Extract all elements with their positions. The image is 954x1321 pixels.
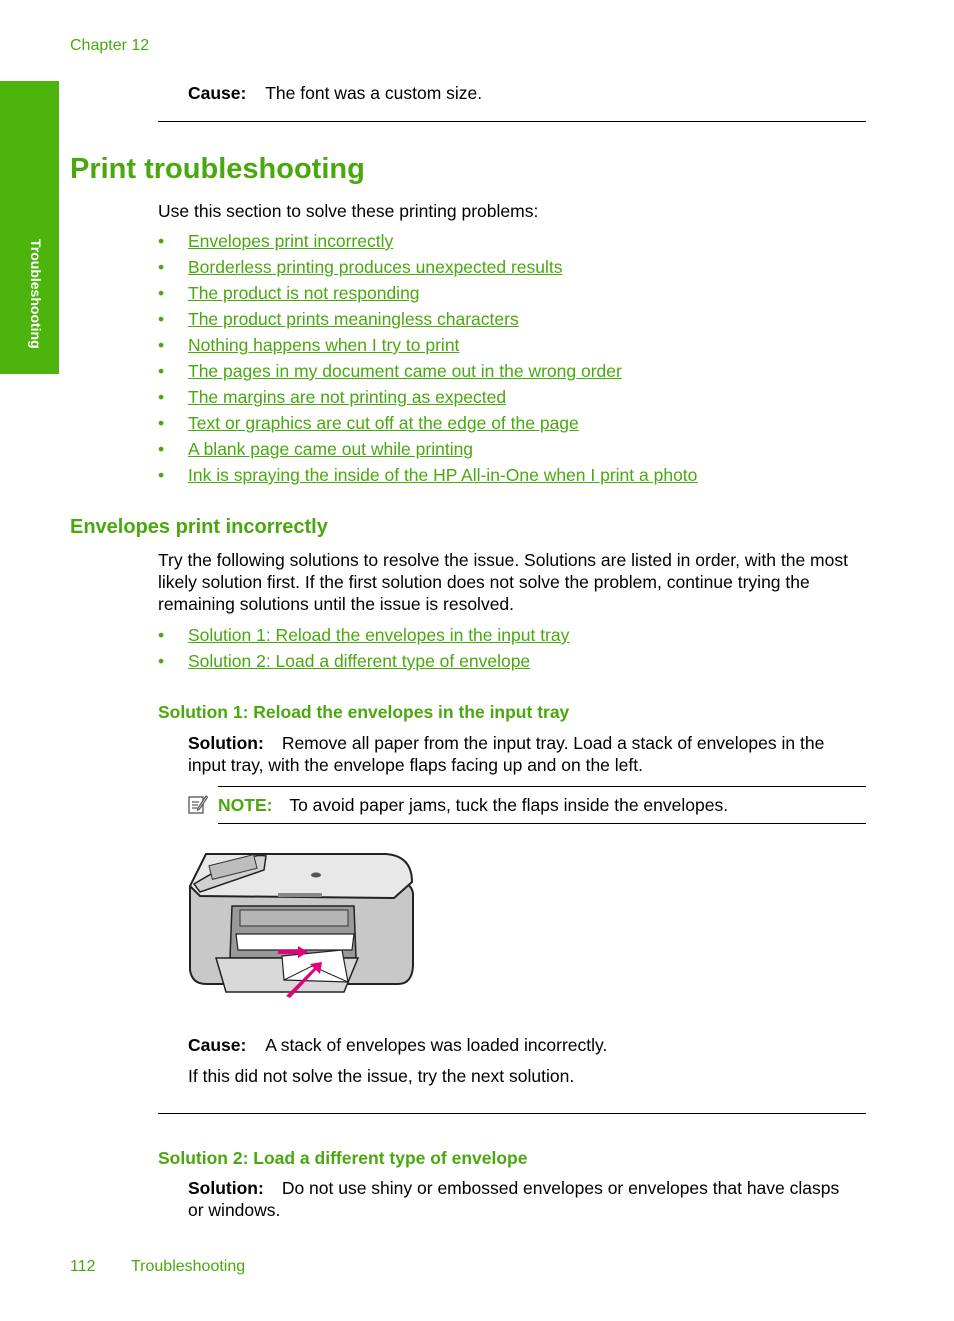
solution-link[interactable]: Solution 2: Load a different type of envelope — [188, 651, 531, 671]
problem-link[interactable]: The pages in my document came out in the wrong order — [188, 361, 622, 381]
envelopes-heading: Envelopes print incorrectly — [70, 516, 328, 538]
section-side-tab — [0, 81, 59, 374]
solution2-heading: Solution 2: Load a different type of envelope — [158, 1148, 528, 1168]
envelopes-intro — [158, 549, 878, 615]
problem-link[interactable]: The product is not responding — [188, 283, 420, 303]
side-tab-label: Troubleshooting — [28, 239, 44, 349]
problem-link[interactable]: Envelopes print incorrectly — [188, 231, 394, 251]
solution-line: Do not use shiny or embossed envelopes or envelopes that have clasps — [281, 1178, 840, 1198]
note-icon — [188, 794, 208, 814]
solution-label: Solution: — [188, 733, 264, 753]
divider — [158, 1113, 866, 1114]
solution-line: input tray, with the envelope flaps facing up and on the left. — [188, 755, 643, 775]
page-title: Print troubleshooting — [70, 153, 365, 185]
solution1-cause — [188, 1034, 607, 1056]
top-cause — [188, 82, 482, 104]
note — [218, 794, 728, 816]
problem-link[interactable]: A blank page came out while printing — [188, 439, 474, 459]
divider — [158, 121, 866, 122]
note-text: To avoid paper jams, tuck the flaps inside the envelopes. — [289, 795, 729, 815]
page-number: 112 — [70, 1258, 96, 1275]
solution-line: or windows. — [188, 1200, 281, 1220]
cause-text: The font was a custom size. — [265, 83, 483, 103]
intro-line: remaining solutions until the issue is resolved. — [158, 594, 515, 614]
followup-text: If this did not solve the issue, try the next solution. — [188, 1066, 575, 1086]
cause-label: Cause: — [188, 83, 247, 103]
intro-line: likely solution first. If the first solution does not solve the problem, continue trying the — [158, 572, 810, 592]
problem-link[interactable]: Ink is spraying the inside of the HP All-in-One when I print a photo — [188, 465, 698, 485]
footer-section: Troubleshooting — [131, 1258, 246, 1275]
solution-link[interactable]: Solution 1: Reload the envelopes in the input tray — [188, 625, 570, 645]
problem-link[interactable]: Borderless printing produces unexpected results — [188, 257, 563, 277]
solution1-text — [188, 732, 878, 776]
problem-link[interactable]: Nothing happens when I try to print — [188, 335, 460, 355]
chapter-label: Chapter 12 — [70, 37, 150, 54]
intro-line: Try the following solutions to resolve the issue. Solutions are listed in order, with the most — [158, 550, 848, 570]
solution-label: Solution: — [188, 1178, 264, 1198]
solution2-text — [188, 1177, 878, 1221]
cause-label: Cause: — [188, 1035, 247, 1055]
printer-envelope-illustration — [186, 846, 418, 998]
problem-link[interactable]: The margins are not printing as expected — [188, 387, 507, 407]
intro-text: Use this section to solve these printing problems: — [158, 201, 539, 221]
problem-link[interactable]: Text or graphics are cut off at the edge of the page — [188, 413, 579, 433]
solution-line: Remove all paper from the input tray. Load a stack of envelopes in the — [281, 733, 825, 753]
note-label: NOTE: — [218, 795, 273, 815]
problem-link[interactable]: The product prints meaningless characters — [188, 309, 519, 329]
solution1-heading: Solution 1: Reload the envelopes in the input tray — [158, 702, 570, 722]
cause-text: A stack of envelopes was loaded incorrectly. — [265, 1035, 608, 1055]
